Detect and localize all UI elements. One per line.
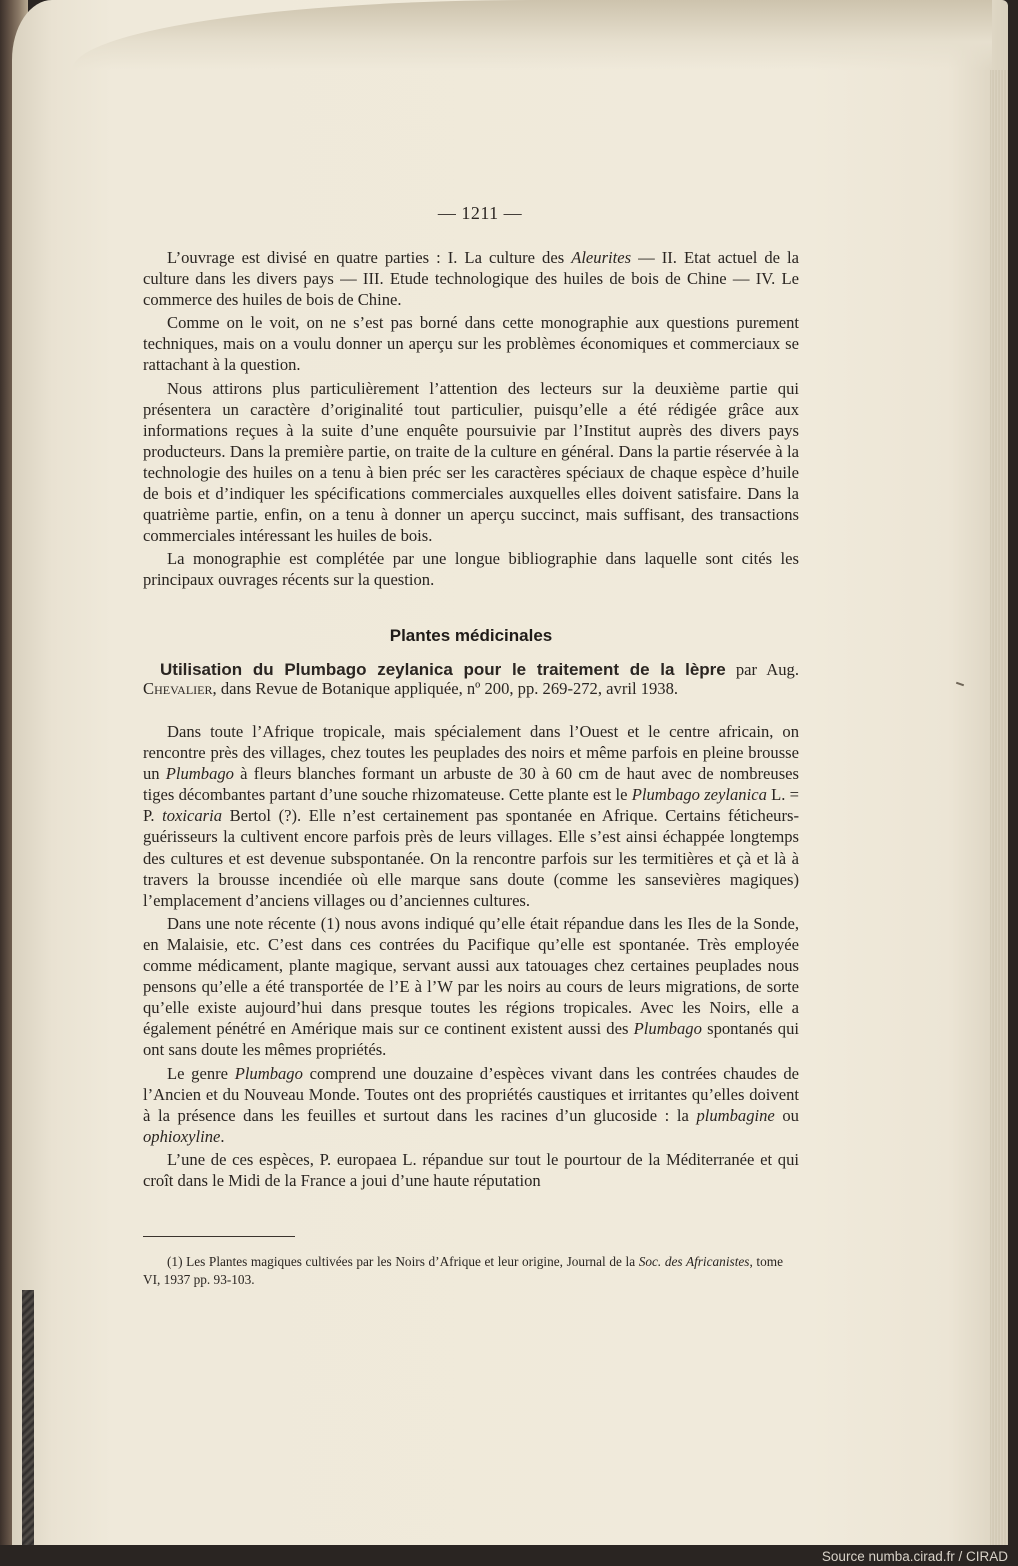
body-italic: toxicaria — [162, 806, 223, 826]
byline: par Aug. — [725, 660, 799, 679]
intro-paragraph-4: La monographie est complétée par une longue bibliographie dans laquelle sont cités les principaux ouvrages récents sur la question. — [143, 549, 799, 590]
body-text: L. = P. — [143, 785, 799, 826]
body-text: Dans une note récente (1) nous avons indiqué qu’elle était répandue dans les Iles de la Sonde, en Malaisie, etc. C’est dans ces contrées du Pacifique qu’elle est spontanée. Très employée comme médicament, plante magique, servant aussi aux tatouages chez certaines peuplades nous pensons qu’elle a été transportée de l’E à l’W par les noirs au cours de leurs migrations, de sorte qu’elle existe aujourd’hui dans presque toutes les régions tropicales. Avec les Noirs, elle a également pénétré en Amérique mais sur ce continent existent aussi des — [143, 913, 799, 1039]
intro-paragraph-3: Nous attirons plus particulièrement l’attention des lecteurs sur la deuxième partie qui présentera un caractère d’originalité tout particulier, puisqu’elle a été rédigée grâce aux informations reçues à la suite d’une enquête poursuivie par l’Institut auprès des divers pays producteurs. Dans la première partie, on traite de la culture en général. Dans la partie réservée à la technologie des huiles on a tenu à bien préc ser les caractères spéciaux de chaque espèce d’huile de bois et d’indiquer les spécifications commerciales auxquelles elles doivent satisfaire. Dans la quatrième partie, enfin, on a tenu à donner un aperçu succinct, mais suffisant, des transactions commerciales intéressant les huiles de bois. — [143, 378, 799, 546]
footnote-text: , tome VI, 1937 pp. 93-103. — [143, 1254, 783, 1287]
intro-paragraph-2: Comme on le voit, on ne s’est pas borné dans cette monographie aux questions purement techniques, mais on a voulu donner un aperçu sur les problèmes économiques et commerciaux se rattachant à la question. — [143, 313, 799, 375]
footnote-italic: Soc. des Africanistes — [638, 1254, 750, 1269]
body-italic: ophioxyline — [143, 1126, 221, 1146]
footnote-divider — [143, 1236, 295, 1237]
body-paragraph-1 — [143, 721, 799, 911]
body-text: Bertol (?). Elle n’est certainement pas spontanée en Afrique. Certains féticheurs-guérisseurs la cultivent encore parfois près de leurs villages. Elle s’est ainsi échappée longtemps des cultures et est devenue subspontanée. On la rencontre parfois sur les termitières et çà et là à travers la brousse incendiée où elle marque sans doute (comme les sansevières magiques) l’emplacement d’anciens villages ou d’anciennes cultures. — [143, 806, 799, 910]
intro-italic: Aleurites — [571, 248, 632, 267]
intro-text: L’ouvrage est divisé en quatre parties : I. La culture des — [167, 248, 572, 267]
article-title: Utilisation du Plumbago zeylanica pour le traitement de la lèpre — [160, 660, 726, 679]
footnote — [143, 1253, 783, 1289]
body-text: Le genre — [167, 1063, 235, 1083]
bookmark-ribbon — [22, 1290, 34, 1545]
intro-section — [143, 247, 799, 591]
body-text: Dans toute l’Afrique tropicale, mais spécialement dans l’Ouest et le centre africain, on rencontre près des villages, chez toutes les peuplades des noirs et même parfois en pleine brousse un — [143, 722, 799, 784]
article-heading — [143, 660, 799, 698]
intro-text: — II. Etat actuel de la culture dans les divers pays — III. Etude technologique des huiles de bois de Chine — IV. Le commerce des huiles de bois de Chine. — [143, 248, 799, 310]
body-italic: plumbagine — [696, 1105, 775, 1125]
section-title: Plantes médicinales — [389, 626, 553, 645]
body-text: à fleurs blanches formant un arbuste de 30 à 60 cm de haut avec de nombreuses tiges décombantes partant d’une souche rhizomateuse. Cette plante est le — [143, 764, 799, 805]
citation: , dans Revue de Botanique appliquée, nº 200, pp. 269-272, avril 1938. — [212, 679, 679, 698]
body-paragraph-3 — [143, 1063, 799, 1147]
body-italic: Plumbago zeylanica — [631, 785, 767, 805]
body-text: comprend une douzaine d’espèces vivant dans les contrées chaudes de l’Ancien et du Nouveau Monde. Toutes ont des propriétés caustiques et irritantes qu’elles doivent à la présence dans les feuilles et surtout dans les racines d’un glucoside : la — [143, 1063, 799, 1125]
body-text: . — [220, 1126, 225, 1146]
body-text: ou — [774, 1105, 799, 1125]
body-italic: Plumbago — [234, 1063, 303, 1083]
body-text: spontanés qui ont sans doute les mêmes propriétés. — [143, 1019, 799, 1060]
page-curl-shadow — [72, 0, 992, 70]
body-paragraph-2 — [143, 913, 799, 1061]
page-number: — 1211 — — [437, 203, 523, 223]
body-italic: Plumbago — [633, 1019, 702, 1039]
footnote-text: (1) Les Plantes magiques cultivées par les Noirs d’Afrique et leur origine, Journal de la — [167, 1254, 639, 1269]
page-edges-right — [990, 70, 1008, 1545]
article-body — [143, 721, 799, 1191]
intro-paragraph-1 — [143, 247, 799, 310]
body-italic: Plumbago — [165, 764, 234, 784]
author-name: Chevalier — [143, 679, 213, 698]
source-credit: Source numba.cirad.fr / CIRAD — [821, 1549, 1008, 1564]
body-paragraph-4: L’une de ces espèces, P. europaea L. répandue sur tout le pourtour de la Méditerranée et qui croît dans le Midi de la France a joui d’une haute réputation — [143, 1149, 799, 1190]
